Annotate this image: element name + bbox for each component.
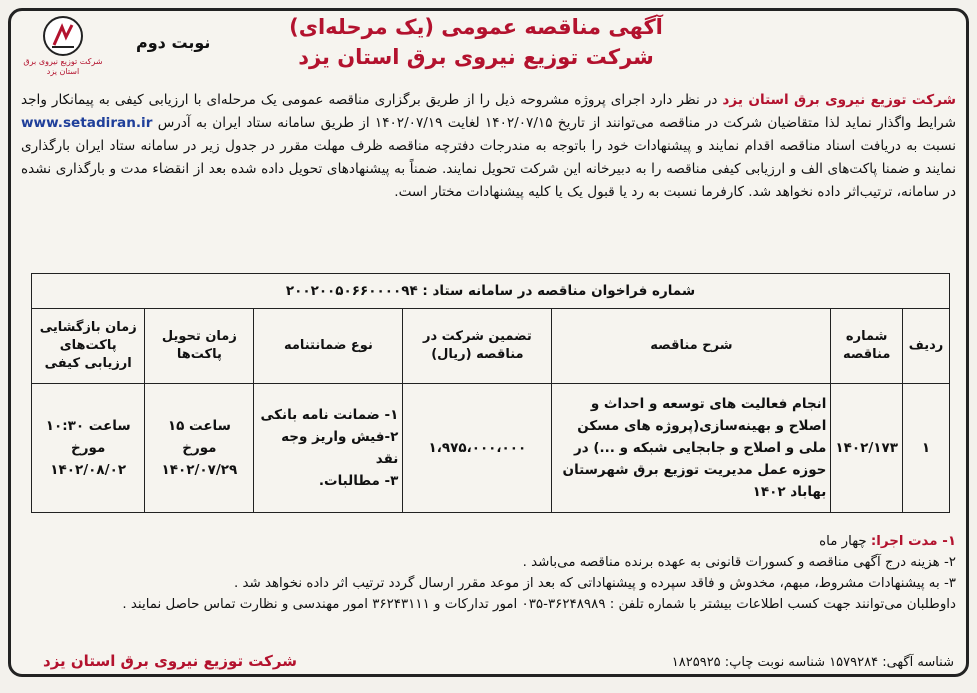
header-description: شرح مناقصه: [552, 309, 831, 384]
cell-guarantee-amount: ۱،۹۷۵،۰۰۰،۰۰۰: [403, 384, 552, 513]
opening-date: مورخ ۱۴۰۲/۰۸/۰۲: [50, 440, 127, 478]
company-title: شرکت توزیع نیروی برق استان یزد: [298, 45, 654, 69]
intro-text-1: در نظر دارد اجرای پروژه مشروحه ذیل را از طریق برگزاری مناقصه عمومی یک مرحله‌ای با ارزیابی کیفی به پیمانکار واجد شرایط واگذار نماید لذا متقاضیان شرکت در مناقصه می‌توانند از تاریخ ۱۴۰۲/۰۷/۱۵ لغایت ۱۴۰۲/۰۷/۱۹ از طریق سامانه ستاد ایران به آدرس: [21, 92, 956, 131]
header-opening-time: زمان بازگشایی پاکت‌های ارزیابی کیفی: [32, 309, 145, 384]
guarantee-type-3: ۳- مطالبات.: [318, 473, 399, 489]
round-label: نوبت دوم: [136, 33, 211, 52]
cell-description: انجام فعالیت های توسعه و احداث و اصلاح و بهینه‌سازی(پروژه های مسکن ملی و اصلاح و جابجایی شبکه و ...) در حوزه عمل مدیریت توزیع برق شهرستان بهاباد ۱۴۰۲: [552, 384, 831, 513]
header-row-no: ردیف: [903, 309, 950, 384]
table-row: [32, 384, 950, 513]
note-3: ۳- به پیشنهادات مشروط، مبهم، مخدوش و فاقد سپرده و پیشنهاداتی که بعد از موعد مقرر ارسال گردد ترتیب اثر داده نخواهد شد .: [233, 576, 956, 591]
logo-icon: [42, 15, 84, 57]
guarantee-type-1: ۱- ضمانت نامه بانکی: [260, 407, 399, 423]
header-guarantee-type: نوع ضمانتنامه: [254, 309, 403, 384]
website-link[interactable]: www.setadiran.ir: [21, 115, 153, 131]
cell-tender-no: ۱۴۰۲/۱۷۳: [831, 384, 903, 513]
intro-text-2: نسبت به دریافت اسناد مناقصه اقدام نمایند و پیشنهادات خود را باتوجه به مندرجات دفترچه مناقصه ظرف مهلت مقرر در جدول زیر در سامانه ستاد ایران بارگذاری نمایند و ضمنا پاکت‌های الف و ارزیابی کیفی مناقصه را به دبیرخانه این شرکت تحویل نمایند. ضمناً به پیشنهادهای تحویل داده شده بعد از انقضاء مدت و بارگذاری نشده در سامانه، ترتیب‌اثر داده نخواهد شد. کارفرما نسبت به رد یا قبول یک یا کلیه پیشنهادات مختار است.: [21, 138, 956, 200]
cell-delivery-time: [145, 384, 254, 513]
notes: [21, 531, 956, 615]
intro-company: شرکت توزیع نیروی برق استان یزد: [722, 92, 956, 108]
cell-guarantee-type: [254, 384, 403, 513]
guarantee-type-2: ۲-فیش واریز وجه نقد: [281, 429, 399, 467]
opening-hour: ساعت ۱۰:۳۰: [45, 418, 131, 434]
note-1-label: ۱- مدت اجرا:: [870, 534, 956, 549]
footer-company: شرکت توزیع نیروی برق استان یزد: [43, 652, 297, 670]
company-logo: [17, 15, 109, 77]
intro-paragraph: [11, 89, 966, 204]
note-1: [21, 531, 956, 552]
delivery-date: مورخ ۱۴۰۲/۰۷/۲۹: [161, 440, 238, 478]
logo-text-1: شرکت توزیع نیروی برق: [23, 57, 103, 66]
header-guarantee-amount: تضمین شرکت در مناقصه (ریال): [403, 309, 552, 384]
header-delivery-time: زمان تحویل پاکت‌ها: [145, 309, 254, 384]
ad-id: شناسه آگهی: ۱۵۷۹۲۸۴ شناسه نوبت چاپ: ۱۸۲۵۹۲۵: [671, 655, 954, 670]
tender-table: [31, 273, 950, 513]
cell-row-no: ۱: [903, 384, 950, 513]
footer: [23, 648, 954, 670]
header: [11, 11, 966, 89]
delivery-hour: ساعت ۱۵: [167, 418, 231, 434]
contact-info: داوطلبان می‌توانند جهت کسب اطلاعات بیشتر با شماره تلفن : ۳۶۲۴۸۹۸۹-۰۳۵ امور تدارکات و ۳۶۲۴۳۱۱۱ امور مهندسی و نظارت تماس حاصل نمایند .: [122, 597, 956, 612]
note-1-value: چهار ماه: [819, 534, 871, 549]
table-caption: شماره فراخوان مناقصه در سامانه ستاد : ۲۰۰۲۰۰۵۰۶۶۰۰۰۰۹۴: [32, 274, 950, 309]
tender-notice: [8, 8, 969, 677]
cell-opening-time: [32, 384, 145, 513]
header-tender-no: شماره مناقصه: [831, 309, 903, 384]
notice-title: آگهی مناقصه عمومی (یک مرحله‌ای): [289, 15, 663, 39]
logo-text-2: استان یزد: [46, 67, 80, 76]
note-2: ۲- هزینه درج آگهی مناقصه و کسورات قانونی به عهده برنده مناقصه می‌باشد .: [522, 555, 956, 570]
